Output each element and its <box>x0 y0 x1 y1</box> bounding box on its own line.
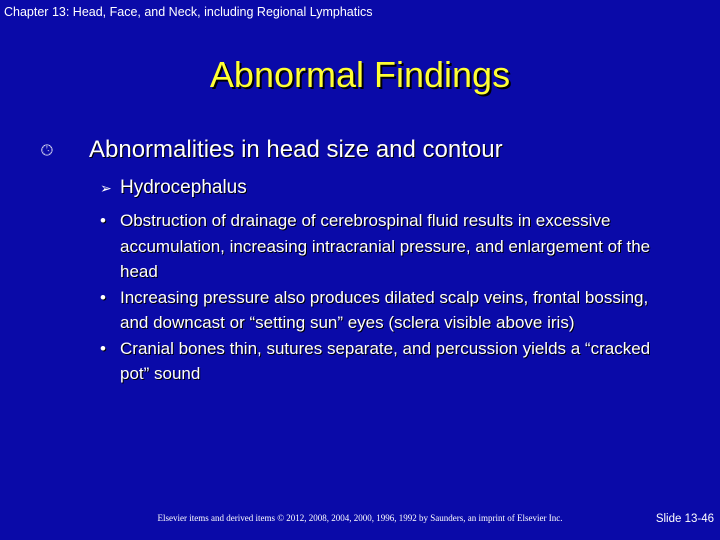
level1-item <box>41 136 503 164</box>
bullet-text: Increasing pressure also produces dilated scalp veins, frontal bossing, and downcast or “setting sun” eyes (sclera visible above iris) <box>120 287 649 332</box>
arrow-bullet-icon: ➢ <box>100 180 112 196</box>
bullet-dot-icon: • <box>100 338 106 358</box>
slide-number: Slide 13-46 <box>655 513 714 525</box>
bullet-dot-icon: • <box>100 287 106 307</box>
level2-text: Hydrocephalus <box>120 177 247 198</box>
bullet-text: Cranial bones thin, sutures separate, and percussion yields a “cracked pot” sound <box>120 338 651 383</box>
bullet-text: Obstruction of drainage of cerebrospinal fluid results in excessive accumulation, increasing intracranial pressure, and enlargement of the head <box>120 211 651 281</box>
bullet-item <box>100 285 660 336</box>
copyright-footer: Elsevier items and derived items © 2012, 2008, 2004, 2000, 1996, 1992 by Saunders, an imprint of Elsevier Inc. <box>157 513 563 523</box>
bullet-item <box>100 208 660 285</box>
chapter-header: Chapter 13: Head, Face, and Neck, including Regional Lymphatics <box>4 5 373 19</box>
clock-icon: 🕓︎ <box>41 142 53 159</box>
bullet-item <box>100 336 660 387</box>
level1-text: Abnormalities in head size and contour <box>89 136 503 163</box>
level2-item <box>100 177 247 199</box>
bullet-list <box>100 208 660 387</box>
bullet-dot-icon: • <box>100 211 106 230</box>
slide-title: Abnormal Findings <box>209 54 511 95</box>
